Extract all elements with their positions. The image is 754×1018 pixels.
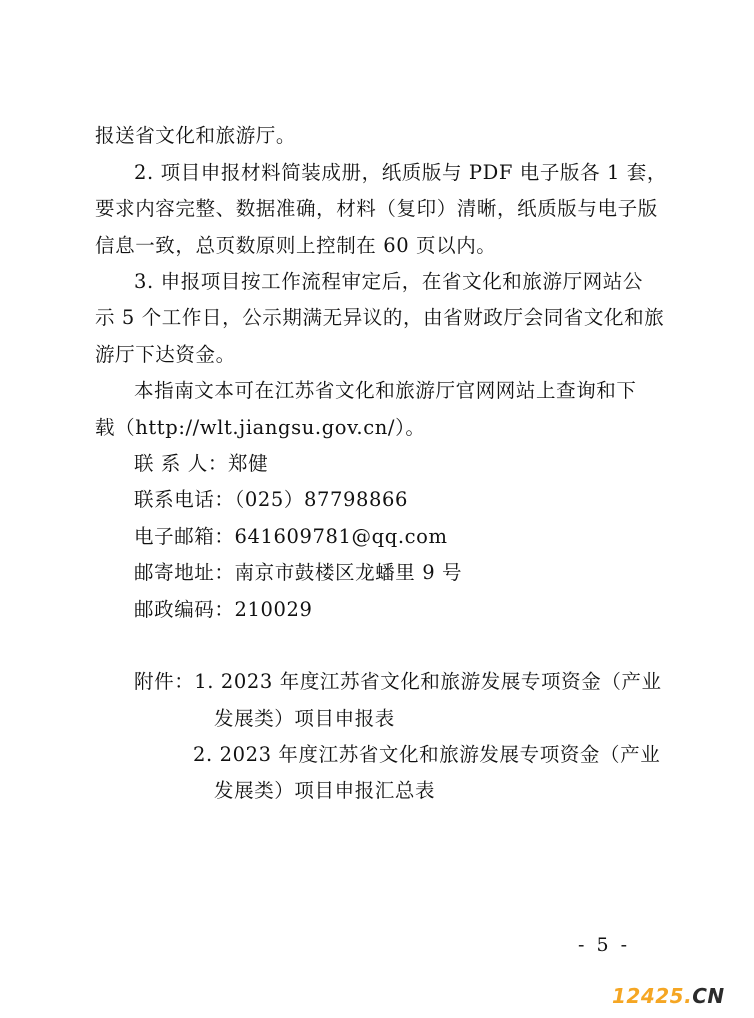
paragraph-line: 2. 项目申报材料简装成册，纸质版与 PDF 电子版各 1 套， xyxy=(134,161,667,184)
contact-postcode: 邮政编码：210029 xyxy=(134,598,313,621)
paragraph-line: 游厅下达资金。 xyxy=(95,343,236,366)
contact-address: 邮寄地址：南京市鼓楼区龙蟠里 9 号 xyxy=(134,561,463,584)
attachment-2-line-2: 发展类）项目申报汇总表 xyxy=(214,779,436,802)
attachment-1-line-2: 发展类）项目申报表 xyxy=(214,707,395,730)
paragraph-line: 示 5 个工作日，公示期满无异议的，由省财政厅会同省文化和旅 xyxy=(95,306,665,329)
watermark-suffix: CN xyxy=(692,984,725,1008)
contact-phone: 联系电话：（025）87798866 xyxy=(134,488,409,511)
paragraph-line: 本指南文本可在江苏省文化和旅游厅官网网站上查询和下 xyxy=(134,379,637,402)
site-watermark-logo xyxy=(612,984,725,1008)
watermark-dot: . xyxy=(684,984,693,1008)
page-number: - 5 - xyxy=(578,934,631,956)
watermark-number: 12425 xyxy=(612,984,685,1008)
paragraph-line: 3. 申报项目按工作流程审定后，在省文化和旅游厅网站公 xyxy=(134,270,644,293)
attachment-1-line-1: 附件：1. 2023 年度江苏省文化和旅游发展专项资金（产业 xyxy=(134,670,662,693)
paragraph-line: 载（http://wlt.jiangsu.gov.cn/）。 xyxy=(95,416,426,439)
attachment-2-line-1: 2. 2023 年度江苏省文化和旅游发展专项资金（产业 xyxy=(193,743,661,766)
paragraph-line: 信息一致，总页数原则上控制在 60 页以内。 xyxy=(95,234,497,257)
contact-person: 联 系 人：郑健 xyxy=(134,452,269,475)
contact-email: 电子邮箱：641609781@qq.com xyxy=(134,525,448,548)
paragraph-line: 报送省文化和旅游厅。 xyxy=(95,124,297,147)
paragraph-line: 要求内容完整、数据准确，材料（复印）清晰，纸质版与电子版 xyxy=(95,197,658,220)
